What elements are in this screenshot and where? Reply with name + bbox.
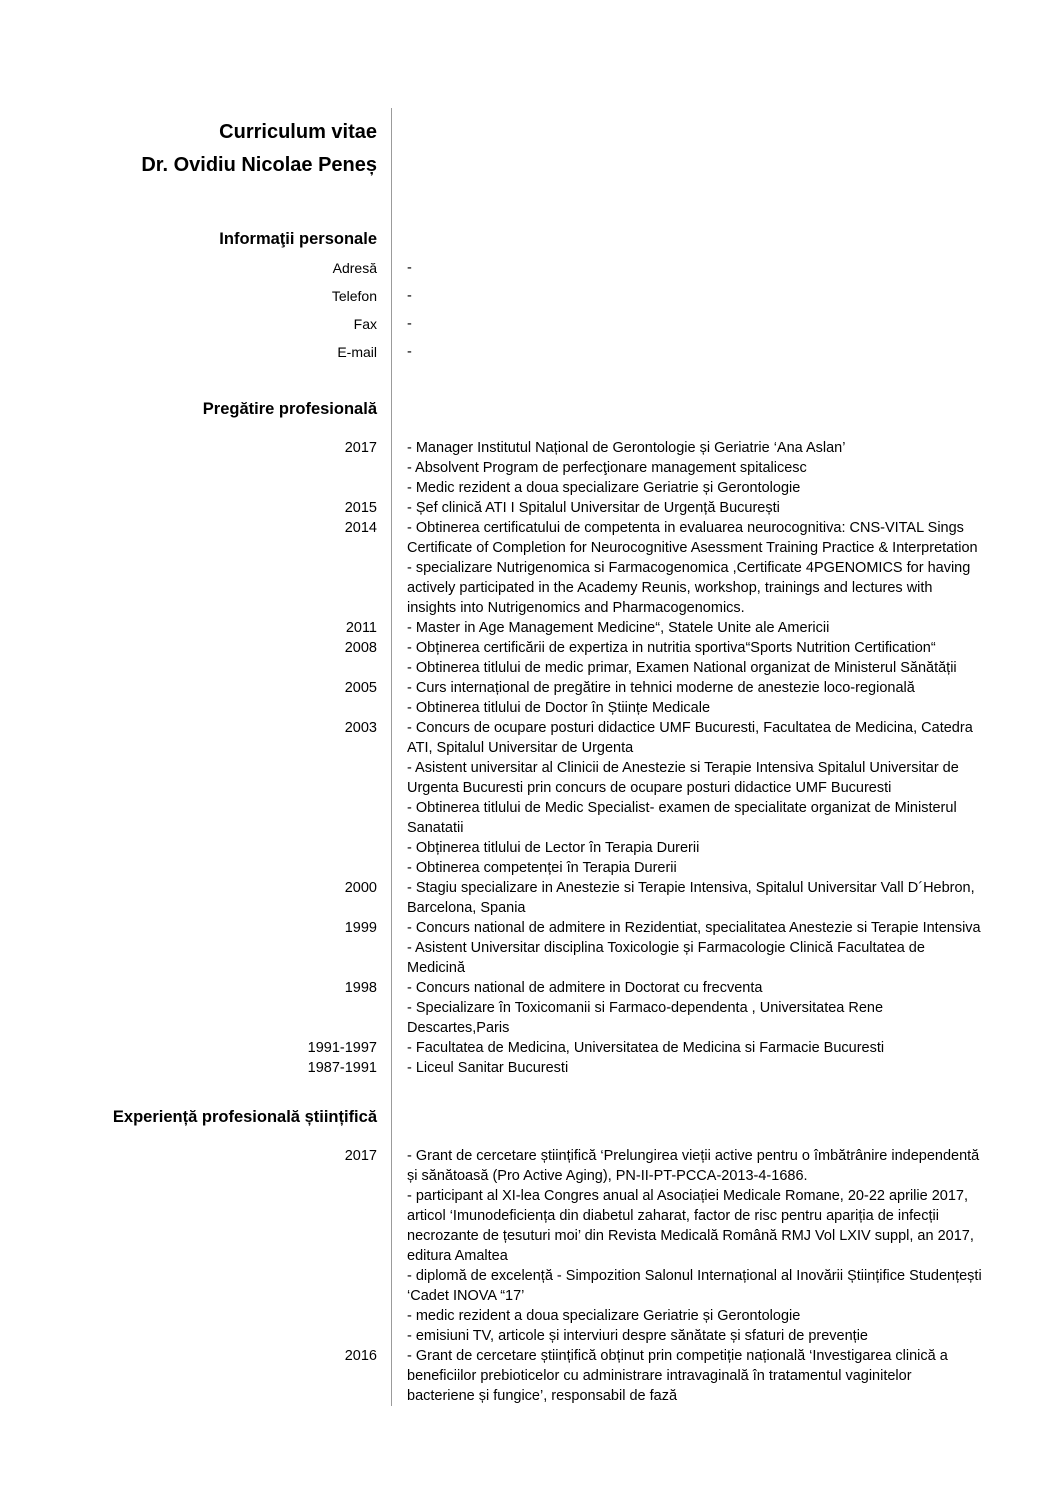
cv-entry-row [0,286,1058,314]
section-heading: Pregătire profesională [202,400,377,418]
cv-entry-row [0,1058,1058,1078]
entry-label-cell [0,618,391,638]
year-label: 2000 [344,880,377,896]
cv-entry-row [0,978,1058,1038]
entry-label-cell [0,978,391,1038]
entry-line: - Obținerea certificării de expertiza in nutritia sportiva“Sports Nutrition Certification“ [407,640,936,656]
cv-entry-row [0,718,1058,878]
year-label: 1987-1991 [307,1060,377,1076]
section-heading-cell [0,1078,391,1146]
section-heading-cell [0,370,391,438]
entry-content-cell [391,518,1058,618]
year-label: 2011 [345,620,377,636]
cv-entry-row [0,618,1058,638]
entry-line: - medic rezident a doua specializare Geriatrie și Gerontologie [407,1308,801,1324]
entry-line: - Facultatea de Medicina, Universitatea de Medicina si Farmacie Bucuresti [407,1040,885,1056]
entry-content-cell [391,438,1058,498]
entry-line: - Medic rezident a doua specializare Geriatrie și Gerontologie [407,480,801,496]
entry-line: - diplomă de excelență - Simpozition Salonul Internațional al Inovării Științifice Studențești ‘Cadet INOVA “17’ [407,1268,982,1304]
entry-label-cell [0,314,391,342]
field-label: Adresă [332,260,377,276]
entry-label-cell [0,718,391,878]
entry-line: - Obtinerea certificatului de competenta in evaluarea neurocognitiva: CNS-VITAL Sings Certificate of Completion for Neurocognitive Asessment Training Practice & Interpretation [407,520,978,556]
year-label: 1998 [344,980,377,996]
year-label: 2017 [344,1148,377,1164]
year-label: 2014 [344,520,377,536]
cv-entry-row [0,314,1058,342]
entry-label-cell [0,1146,391,1346]
entry-line: - specializare Nutrigenomica si Farmacogenomica ,Certificate 4PGENOMICS for having actively participated in the Academy Reunis, workshop, trainings and lectures with insights into Nutrigenomics and Pharmacogenomics. [407,560,971,616]
cv-entry-row [0,918,1058,978]
entry-line: - Obtinerea competenței în Terapia Durerii [407,860,677,876]
entry-line: - Specializare în Toxicomanii si Farmaco-dependenta , Universitatea Rene Descartes,Paris [407,1000,884,1036]
entry-label-cell [0,498,391,518]
entry-label-cell [0,1346,391,1406]
entry-line: - Liceul Sanitar Bucuresti [407,1060,569,1076]
entry-line: - Șef clinică ATI I Spitalul Universitar de Urgență București [407,500,780,516]
section-heading-cell [0,182,391,258]
cv-entry-row [0,498,1058,518]
cv-entry-row [0,638,1058,678]
section-heading-row [0,182,1058,258]
cv-entry-row [0,1038,1058,1058]
entry-label-cell [0,918,391,978]
section-heading-spacer [391,1078,1058,1146]
field-label: E-mail [337,344,377,360]
entry-label-cell [0,518,391,618]
cv-entry-row [0,878,1058,918]
section-heading-row [0,1078,1058,1146]
section-heading-spacer [391,370,1058,438]
entry-label-cell [0,342,391,370]
entry-line: - participant al XI-lea Congres anual al Asociației Medicale Romane, 20-22 aprilie 2017, articol ‘Imunodeficiența din diabetul zaharat, factor de risc pentru apariția de infecții necrozante de țesuturi moi’ din Revista Medicală Română RMJ Vol LXIV suppl, an 2017, editura Amaltea [407,1188,974,1264]
section-heading-row [0,370,1058,438]
entry-content-cell [391,314,1058,342]
entry-content-cell [391,258,1058,286]
cv-entry-row [0,678,1058,718]
entry-line: - Grant de cercetare științifică ‘Prelungirea vieții active pentru o îmbătrânire independentă și sănătoasă (Pro Active Aging), PN-II-PT-PCCA-2013-4-1686. [407,1148,980,1184]
title-cell [0,108,391,182]
cv-grid [0,108,1058,1406]
entry-content-cell [391,342,1058,370]
entry-line: - Obtinerea titlului de Medic Specialist- examen de specialitate organizat de Ministerul Sanatatii [407,800,957,836]
entry-line: - Curs internațional de pregătire in tehnici moderne de anestezie loco-regională [407,680,915,696]
entry-content-cell [391,1346,1058,1406]
year-label: 2008 [344,640,377,656]
entry-content-cell [391,678,1058,718]
section-heading: Informaţii personale [219,230,377,248]
entry-label-cell [0,258,391,286]
entry-content-cell [391,1058,1058,1078]
cv-entry-row [0,1346,1058,1406]
entry-content-cell [391,618,1058,638]
entry-content-cell [391,978,1058,1038]
entry-line: - emisiuni TV, articole și interviuri despre sănătate și sfaturi de prevenție [407,1328,868,1344]
entry-line: - Concurs de ocupare posturi didactice UMF Bucuresti, Facultatea de Medicina, Catedra ATI, Spitalul Universitar de Urgenta [407,720,973,756]
year-label: 1991-1997 [307,1040,377,1056]
cv-entry-row [0,518,1058,618]
year-label: 2003 [344,720,377,736]
entry-content-cell [391,918,1058,978]
entry-label-cell [0,878,391,918]
title-spacer [391,108,1058,182]
entry-line: - Obtinerea titlului de medic primar, Examen National organizat de Ministerul Sănătății [407,660,957,676]
entry-label-cell [0,678,391,718]
section-heading: Experiență profesională științifică [112,1108,377,1126]
cv-author-name: Dr. Ovidiu Nicolae Peneș [141,154,377,176]
entry-content-cell [391,286,1058,314]
entry-line: - Concurs national de admitere in Doctorat cu frecventa [407,980,763,996]
year-label: 1999 [344,920,377,936]
entry-line: - Manager Institutul Național de Gerontologie și Geriatrie ‘Ana Aslan’ [407,440,846,456]
entry-label-cell [0,286,391,314]
entry-line: - Obținerea titlului de Lector în Terapia Durerii [407,840,700,856]
entry-line: - [407,260,412,276]
entry-line: - Master in Age Management Medicine“, Statele Unite ale Americii [407,620,830,636]
entry-content-cell [391,1146,1058,1346]
entry-label-cell [0,438,391,498]
entry-line: - [407,288,412,304]
entry-line: - Asistent universitar al Clinicii de Anestezie si Terapie Intensiva Spitalul Universitar de Urgenta Bucuresti prin concurs de ocupare posturi didactice UMF Bucuresti [407,760,959,796]
entry-line: - Grant de cercetare științifică obținut prin competiție națională ‘Investigarea clinică a beneficiilor prebioticelor cu administrare intravaginală în tratamentul vaginitelor bacteriene și fungice’, responsabil de fază [407,1348,948,1404]
entry-label-cell [0,638,391,678]
cv-entry-row [0,438,1058,498]
entry-content-cell [391,1038,1058,1058]
year-label: 2015 [344,500,377,516]
field-label: Telefon [331,288,377,304]
entry-label-cell [0,1038,391,1058]
entry-content-cell [391,638,1058,678]
year-label: 2017 [344,440,377,456]
entry-line: - Stagiu specializare in Anestezie si Terapie Intensiva, Spitalul Universitar Vall D´Hebron, Barcelona, Spania [407,880,975,916]
entry-line: - [407,344,412,360]
cv-entry-row [0,258,1058,286]
cv-entry-row [0,342,1058,370]
entry-line: - Asistent Universitar disciplina Toxicologie și Farmacologie Clinică Facultatea de Medicină [407,940,925,976]
entry-line: - Obtinerea titlului de Doctor în Științe Medicale [407,700,711,716]
entry-line: - [407,316,412,332]
entry-line: - Concurs national de admitere in Rezidentiat, specialitatea Anestezie si Terapie Intensiva [407,920,981,936]
entry-content-cell [391,498,1058,518]
year-label: 2005 [344,680,377,696]
field-label: Fax [353,316,377,332]
entry-content-cell [391,878,1058,918]
section-heading-spacer [391,182,1058,258]
cv-entry-row [0,1146,1058,1346]
year-label: 2016 [344,1348,377,1364]
title-row [0,108,1058,182]
cv-title: Curriculum vitae [219,121,377,143]
entry-label-cell [0,1058,391,1078]
entry-content-cell [391,718,1058,878]
entry-line: - Absolvent Program de perfecţionare management spitalicesc [407,460,807,476]
